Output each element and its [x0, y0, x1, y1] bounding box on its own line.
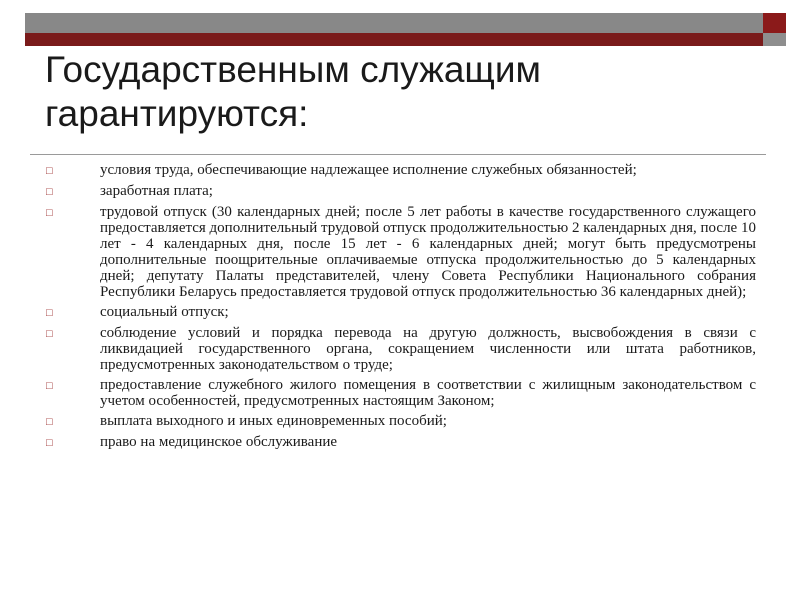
bullet-square-icon: □ — [46, 165, 53, 177]
corner-block-dark — [763, 13, 786, 33]
list-item-text: предоставление служебного жилого помещения в соответствии с жилищным законодательством с учетом особенностей, предусмотренных настоящим Законом; — [100, 377, 756, 409]
list-item — [46, 183, 756, 200]
corner-block-light — [763, 33, 786, 46]
list-item-text: трудовой отпуск (30 календарных дней; после 5 лет работы в качестве государственного служащего предоставляется дополнительный трудовой отпуск продолжительностью 2 календарных дня, после 10 лет - 4 календарных дня, после 15 лет - 6 календарных дней; могут быть предусмотрены дополнительные поощрительные оплачиваемые отпуска продолжительностью до 5 календарных дней; депутату Палаты представителей, члену Совета Республики Национального собрания Республики Беларусь предоставляется трудовой отпуск продолжительностью 36 календарных дней); — [100, 204, 756, 300]
list-item — [46, 204, 756, 300]
bullet-square-icon: □ — [46, 416, 53, 428]
list-item — [46, 413, 756, 430]
guarantees-list — [46, 162, 756, 455]
list-item-text: условия труда, обеспечивающие надлежащее исполнение служебных обязанностей; — [100, 162, 637, 178]
list-item-text: выплата выходного и иных единовременных пособий; — [100, 413, 447, 429]
header-bar-gray — [25, 13, 763, 33]
list-item-text: заработная плата; — [100, 183, 213, 199]
title-divider — [30, 154, 766, 155]
bullet-square-icon: □ — [46, 437, 53, 449]
bullet-square-icon: □ — [46, 207, 53, 219]
list-item — [46, 162, 756, 179]
list-item — [46, 377, 756, 409]
list-item — [46, 304, 756, 321]
bullet-square-icon: □ — [46, 307, 53, 319]
list-item-text: право на медицинское обслуживание — [100, 434, 338, 450]
list-item-text: социальный отпуск; — [100, 304, 229, 320]
bullet-square-icon: □ — [46, 380, 53, 392]
list-item-text: соблюдение условий и порядка перевода на другую должность, высвобождения в связи с ликвидацией государственного органа, сокращением численности или штата работников, предусмотренных законодательством о труде; — [100, 325, 756, 373]
list-item — [46, 325, 756, 373]
bullet-square-icon: □ — [46, 328, 53, 340]
list-item — [46, 434, 756, 451]
slide-title: Государственным служащим гарантируются: — [45, 49, 541, 134]
bullet-square-icon: □ — [46, 186, 53, 198]
header-bar-red — [25, 33, 763, 46]
